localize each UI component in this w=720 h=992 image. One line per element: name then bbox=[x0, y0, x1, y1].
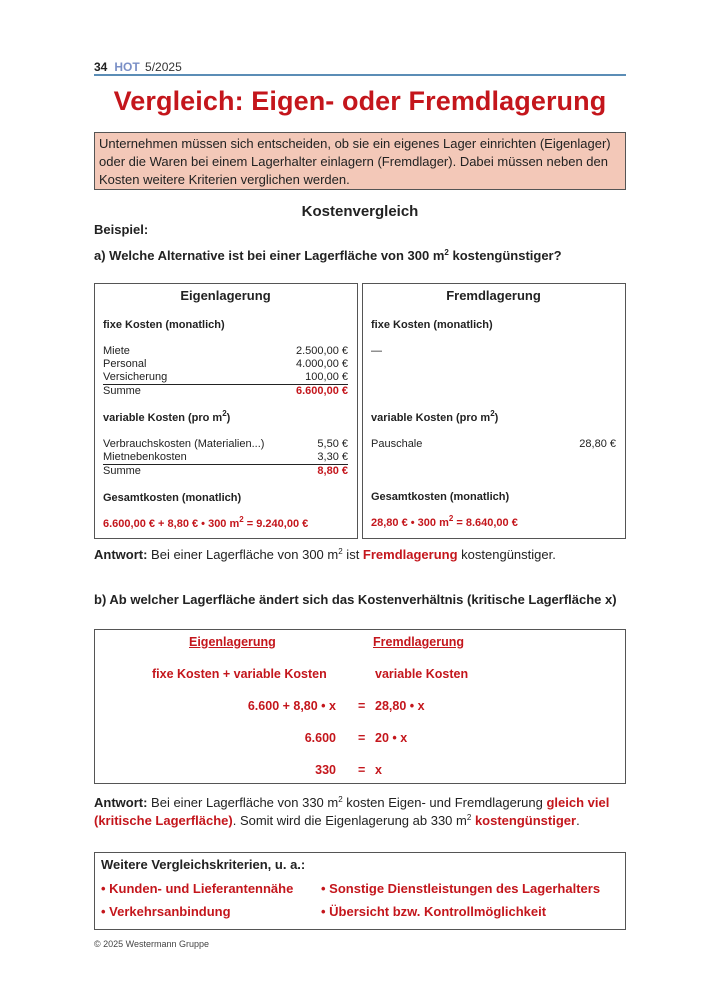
calc-left-formula: fixe Kosten + variable Kosten bbox=[152, 667, 327, 681]
row-label: Miete bbox=[103, 345, 130, 357]
total-formula bbox=[103, 517, 348, 531]
cost-row bbox=[103, 358, 348, 371]
calc-row-left: 330 bbox=[315, 763, 336, 777]
sum-value: 8,80 € bbox=[317, 465, 348, 477]
superscript: 2 bbox=[239, 515, 244, 524]
calc-row-right: 28,80 • x bbox=[375, 699, 425, 713]
cost-row bbox=[103, 438, 348, 451]
answer-text: ist bbox=[342, 547, 363, 562]
page-title: Vergleich: Eigen- oder Fremdlagerung bbox=[113, 86, 607, 116]
answer-highlight: gleich viel (kritische Lagerfläche) bbox=[94, 795, 610, 828]
intro-box: Unternehmen müssen sich entscheiden, ob sie ein eigenes Lager einrichten (Eigenlager) oder die Waren bei einem Lagerhalter einlagern (Fremdlager). Dabei müssen neben den Kosten weitere Kriterien verglichen werden. bbox=[94, 132, 626, 190]
row-value: 100,00 € bbox=[305, 371, 348, 383]
superscript: 2 bbox=[448, 514, 454, 523]
sum-label: Summe bbox=[103, 465, 141, 477]
criteria-box bbox=[94, 852, 626, 930]
total-heading: Gesamtkosten (monatlich) bbox=[371, 491, 510, 503]
issue-number: 5/2025 bbox=[145, 60, 182, 74]
example-label: Beispiel: bbox=[94, 222, 149, 237]
variable-costs-heading bbox=[371, 411, 616, 425]
row-value: 3,30 € bbox=[317, 451, 348, 463]
dash: — bbox=[371, 345, 382, 357]
criteria-item: • Verkehrsanbindung bbox=[101, 904, 231, 919]
calc-right-formula: variable Kosten bbox=[375, 667, 469, 681]
cost-row bbox=[103, 451, 348, 465]
calc-row-left: 6.600 + 8,80 • x bbox=[247, 699, 336, 713]
fremdlagerung-box bbox=[362, 283, 626, 539]
answer-text: Bei einer Lagerfläche von 330 m bbox=[147, 795, 339, 810]
criteria-item: • Sonstige Dienstleistungen des Lagerhalters bbox=[321, 881, 601, 896]
answer-label: Antwort: bbox=[94, 795, 148, 810]
box-title: Eigenlagerung bbox=[180, 288, 271, 303]
formula-result: = 9.240,00 € bbox=[243, 518, 309, 530]
superscript: 2 bbox=[222, 409, 227, 418]
superscript: 2 bbox=[490, 409, 495, 418]
question-a-suffix: kostengünstiger? bbox=[448, 248, 562, 263]
sum-row bbox=[103, 385, 348, 398]
criteria-item: • Kunden- und Lieferantennähe bbox=[101, 881, 294, 896]
magazine-name: HOT bbox=[114, 60, 140, 74]
heading-end: ) bbox=[226, 412, 231, 424]
answer-highlight: kostengünstiger bbox=[474, 813, 577, 828]
heading-text: variable Kosten (pro m bbox=[103, 412, 223, 424]
calc-row-eq: = bbox=[358, 731, 366, 745]
row-label: Pauschale bbox=[371, 438, 423, 450]
row-value: 2.500,00 € bbox=[296, 345, 348, 357]
calc-row-right: 20 • x bbox=[375, 731, 408, 745]
heading-text: variable Kosten (pro m bbox=[371, 412, 491, 424]
calc-left-heading: Eigenlagerung bbox=[189, 635, 276, 649]
criteria-item: • Übersicht bzw. Kontrollmöglichkeit bbox=[321, 904, 547, 919]
answer-text: kosten Eigen- und Fremdlagerung bbox=[342, 795, 547, 810]
calc-row-left: 6.600 bbox=[304, 731, 336, 745]
sum-label: Summe bbox=[103, 385, 141, 397]
question-a bbox=[94, 247, 634, 265]
answer-text: Bei einer Lagerfläche von 300 m bbox=[147, 547, 339, 562]
calculation-box bbox=[94, 629, 626, 784]
calc-row-eq: = bbox=[358, 699, 366, 713]
cost-row bbox=[371, 438, 616, 451]
copyright: © 2025 Westermann Gruppe bbox=[94, 939, 210, 949]
page-number: 34 bbox=[94, 60, 108, 74]
box-title: Fremdlagerung bbox=[446, 288, 541, 303]
sum-row bbox=[103, 465, 348, 478]
superscript: 2 bbox=[338, 795, 343, 804]
section-title: Kostenvergleich bbox=[301, 203, 419, 220]
eigenlagerung-box bbox=[94, 283, 358, 539]
variable-costs-heading bbox=[103, 411, 348, 425]
question-b: b) Ab welcher Lagerfläche ändert sich das Kostenverhältnis (kritische Lagerfläche x) bbox=[94, 592, 617, 607]
answer-text: . bbox=[576, 813, 580, 828]
calc-row-right: x bbox=[375, 763, 382, 777]
answer-a bbox=[94, 546, 556, 564]
question-a-text: a) Welche Alternative ist bei einer Lagerfläche von 300 m bbox=[94, 248, 445, 263]
answer-highlight: Fremdlagerung bbox=[362, 547, 458, 562]
heading-end: ) bbox=[494, 412, 499, 424]
row-label: Versicherung bbox=[103, 371, 168, 383]
formula-result: = 8.640,00 € bbox=[453, 517, 518, 529]
row-value: 28,80 € bbox=[579, 438, 616, 450]
cost-row bbox=[103, 371, 348, 385]
answer-b bbox=[94, 794, 634, 830]
row-label: Verbrauchskosten (Materialien...) bbox=[103, 438, 265, 450]
fixed-costs-heading: fixe Kosten (monatlich) bbox=[103, 319, 225, 331]
superscript: 2 bbox=[444, 248, 449, 257]
cost-row bbox=[103, 345, 348, 358]
total-formula bbox=[371, 516, 616, 530]
row-label: Personal bbox=[103, 358, 147, 370]
formula-part: 6.600,00 € + 8,80 € • 300 m bbox=[103, 518, 240, 530]
row-label: Mietnebenkosten bbox=[103, 451, 187, 463]
page-header bbox=[94, 60, 626, 76]
fixed-costs-none bbox=[371, 345, 616, 358]
row-value: 4.000,00 € bbox=[296, 358, 348, 370]
sum-value: 6.600,00 € bbox=[296, 385, 348, 397]
answer-label: Antwort: bbox=[94, 547, 148, 562]
superscript: 2 bbox=[466, 813, 472, 822]
criteria-heading: Weitere Vergleichskriterien, u. a.: bbox=[101, 857, 306, 872]
total-heading: Gesamtkosten (monatlich) bbox=[103, 492, 242, 504]
calc-row-eq: = bbox=[358, 763, 366, 777]
formula-part: 28,80 € • 300 m bbox=[371, 517, 449, 529]
answer-text: kostengünstiger. bbox=[457, 547, 556, 562]
superscript: 2 bbox=[338, 547, 343, 556]
row-value: 5,50 € bbox=[317, 438, 348, 450]
fixed-costs-heading: fixe Kosten (monatlich) bbox=[371, 319, 493, 331]
answer-text: . Somit wird die Eigenlagerung ab 330 m bbox=[232, 813, 467, 828]
calc-right-heading: Fremdlagerung bbox=[373, 635, 464, 649]
